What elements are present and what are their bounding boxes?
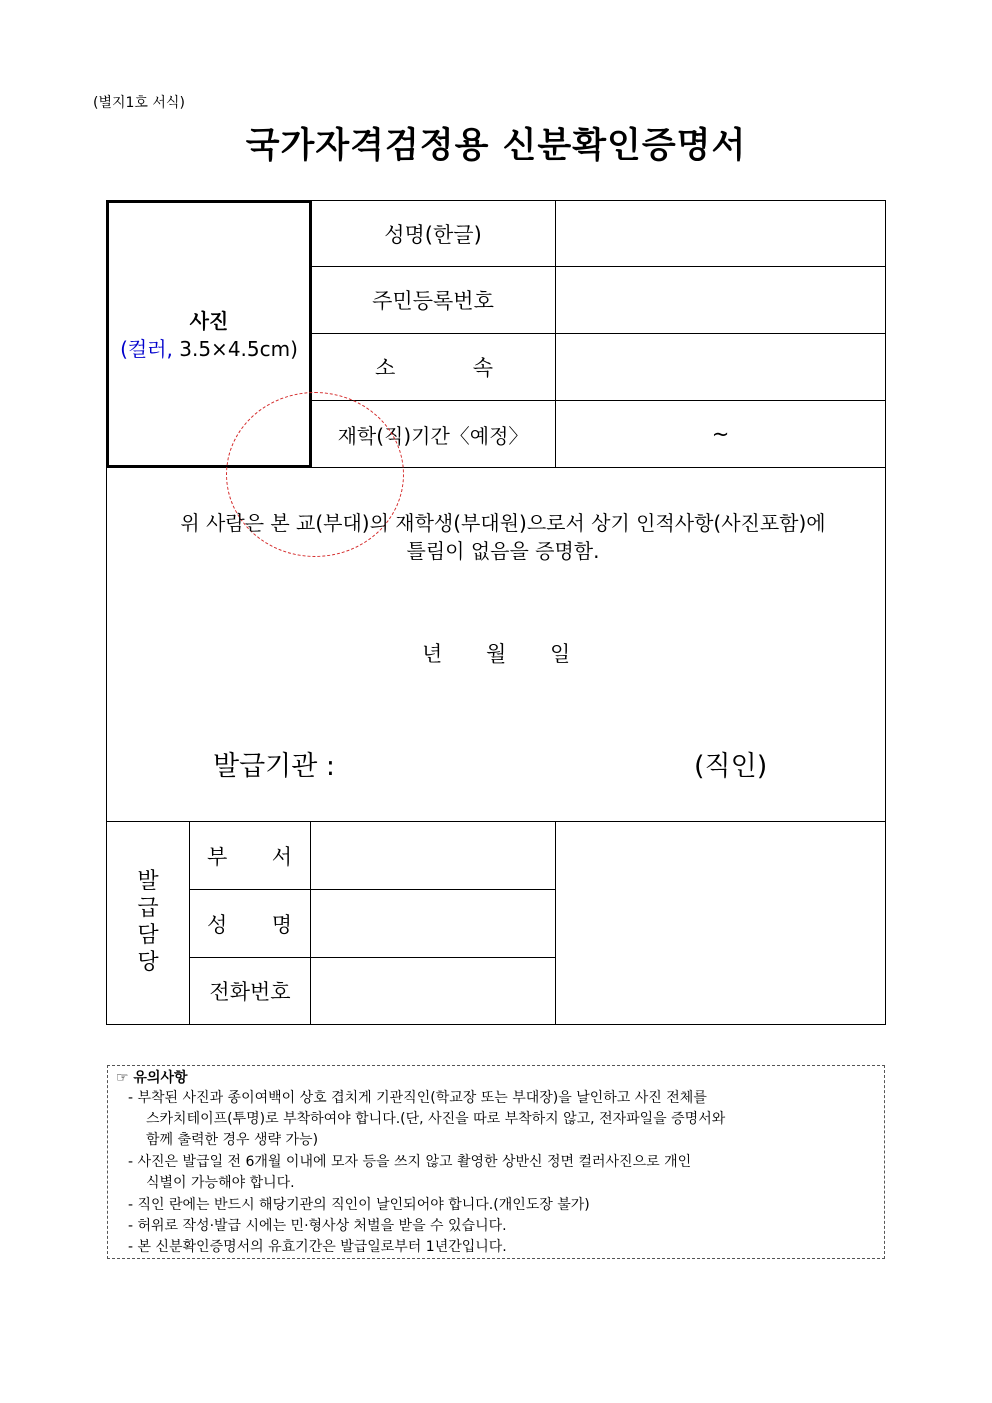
period-label: 재학(직)기간〈예정〉	[337, 423, 529, 448]
photo-spec-prefix: (컬러,	[120, 337, 173, 361]
note-line: - 부착된 사진과 종이여백이 상호 겹치게 기관직인(학교장 또는 부대장)을 날인하고 사진 전체를	[128, 1090, 707, 1106]
department-label-part1: 부	[207, 844, 228, 869]
seal-label: (직인)	[694, 751, 768, 782]
department-label	[190, 822, 310, 889]
affiliation-label-part1: 소	[375, 356, 396, 380]
affiliation-label	[311, 334, 555, 400]
section-label-char: 당	[137, 950, 159, 975]
issuer-label: 발급기관 :	[213, 751, 336, 782]
affiliation-field[interactable]	[556, 334, 885, 400]
certification-line-2: 틀림이 없음을 증명함.	[406, 539, 600, 563]
section-label-char: 급	[137, 896, 159, 921]
period-field[interactable]: ~	[711, 422, 730, 446]
document-title: 국가자격검정용 신분확인증명서	[245, 125, 747, 166]
note-line: - 허위로 작성·발급 시에는 민·형사상 처벌을 받을 수 있습니다.	[128, 1218, 507, 1234]
notes-heading: ☞ 유의사항	[116, 1070, 188, 1086]
date-day-label: 일	[550, 642, 571, 666]
photo-spec-size: 3.5×4.5cm)	[172, 337, 298, 361]
note-line: - 본 신분확인증명서의 유효기간은 발급일로부터 1년간입니다.	[128, 1239, 507, 1255]
note-line: - 직인 란에는 반드시 해당기관의 직인이 날인되어야 합니다.(개인도장 불가)	[128, 1197, 590, 1213]
affiliation-label-part2: 속	[472, 356, 493, 380]
issuer-contact-section-label	[108, 868, 188, 976]
note-line: 스카치테이프(투명)로 부착하여야 합니다.(단, 사진을 따로 부착하지 않고, 전자파일을 증명서와	[146, 1111, 726, 1127]
phone-label: 전화번호	[209, 980, 291, 1004]
phone-field[interactable]	[311, 958, 555, 1024]
section-label-char: 발	[137, 869, 159, 894]
form-number: (별지1호 서식)	[93, 95, 185, 111]
contact-name-label-part2: 명	[271, 912, 292, 937]
photo-label: 사진	[189, 309, 229, 333]
name-label: 성명(한글)	[384, 222, 482, 247]
note-line: 함께 출력한 경우 생략 가능)	[146, 1132, 319, 1148]
date-year-label: 년	[422, 642, 443, 666]
department-label-part2: 서	[271, 844, 292, 869]
name-field[interactable]	[556, 201, 885, 266]
resident-number-label: 주민등록번호	[372, 289, 494, 313]
resident-number-field[interactable]	[556, 267, 885, 333]
seal-area[interactable]	[556, 822, 885, 1024]
department-field[interactable]	[311, 822, 555, 889]
photo-placeholder	[108, 307, 310, 363]
certification-statement	[128, 509, 878, 565]
notes-box	[107, 1065, 885, 1259]
note-line: 식별이 가능해야 합니다.	[146, 1175, 295, 1191]
date-month-label: 월	[486, 642, 507, 666]
contact-name-label-part1: 성	[207, 912, 228, 937]
section-label-char: 담	[137, 923, 159, 948]
note-line: - 사진은 발급일 전 6개월 이내에 모자 등을 쓰지 않고 촬영한 상반신 정면 컬러사진으로 개인	[128, 1154, 692, 1170]
contact-name-field[interactable]	[311, 890, 555, 957]
contact-name-label	[190, 890, 310, 957]
certification-line-1: 위 사람은 본 교(부대)의 재학생(부대원)으로서 상기 인적사항(사진포함)에	[180, 511, 826, 535]
